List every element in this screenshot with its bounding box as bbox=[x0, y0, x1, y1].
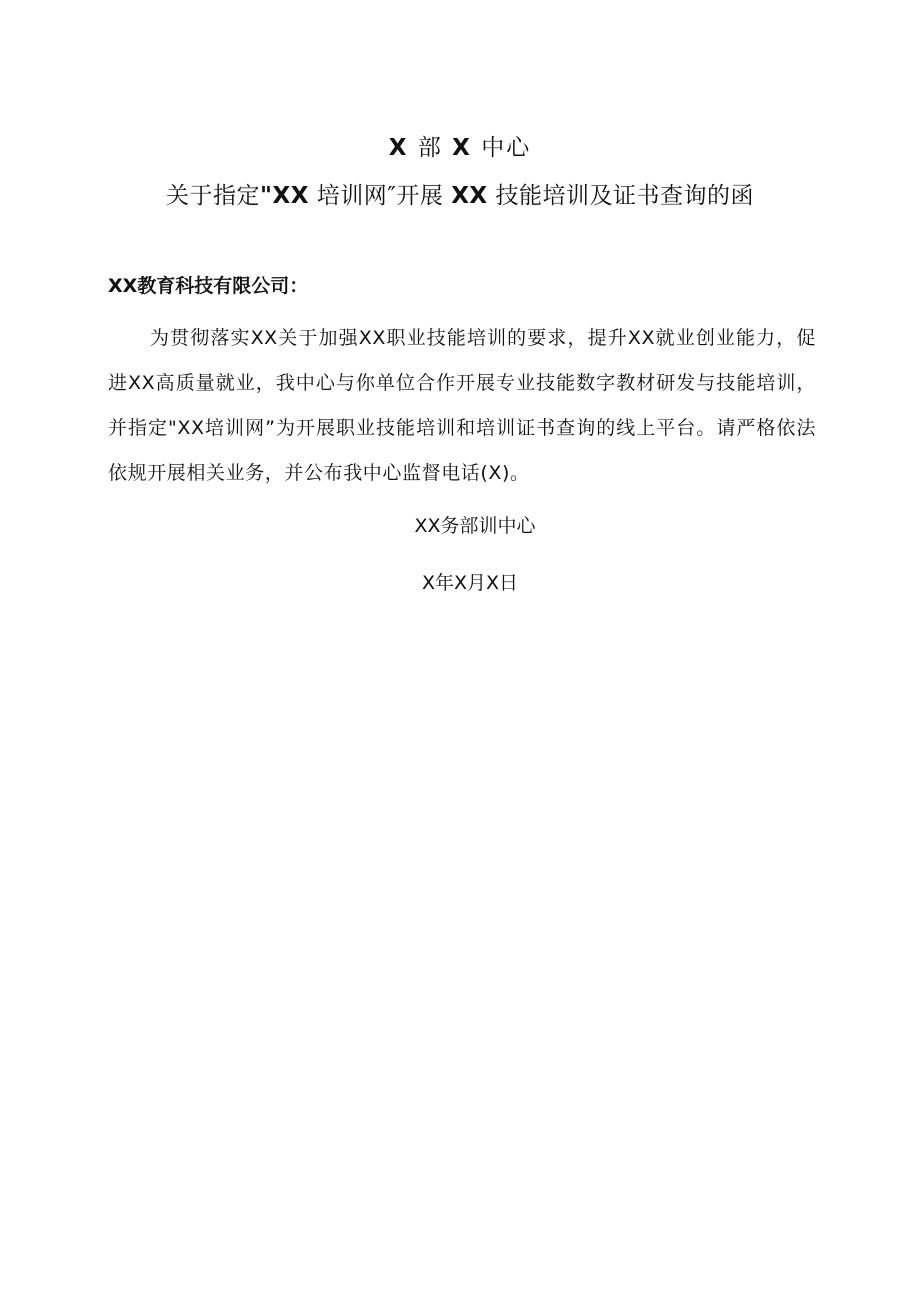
signature-date: X年X月X日 bbox=[421, 572, 519, 594]
title-part: 关于指定 bbox=[166, 183, 261, 209]
document-title-line2 bbox=[0, 180, 920, 212]
title-part: 培训网″开展 bbox=[308, 183, 452, 209]
signature-organization: XX务部训中心 bbox=[414, 515, 536, 537]
title-part: 部 bbox=[408, 135, 453, 161]
salutation: XX教育科技有限公司： bbox=[108, 275, 309, 297]
title-part: 技能培训及证书查询的函 bbox=[487, 183, 754, 209]
title-part: "XX bbox=[260, 183, 309, 209]
title-part: XX bbox=[451, 183, 488, 209]
title-part: X bbox=[452, 135, 472, 161]
title-part: 中心 bbox=[471, 135, 532, 161]
title-part: X bbox=[388, 135, 409, 161]
document-title-line1 bbox=[0, 132, 920, 164]
body-paragraph: 为贯彻落实XX关于加强XX职业技能培训的要求，提升XX就业创业能力，促进XX高质量就业，我中心与你单位合作开展专业技能数字教材研发与技能培训，并指定"XX培训网”为开展职业技能培训和培训证书查询的线上平台。请严格依法依规开展相关业务，并公布我中心监督电话(X)。 bbox=[108, 327, 816, 484]
